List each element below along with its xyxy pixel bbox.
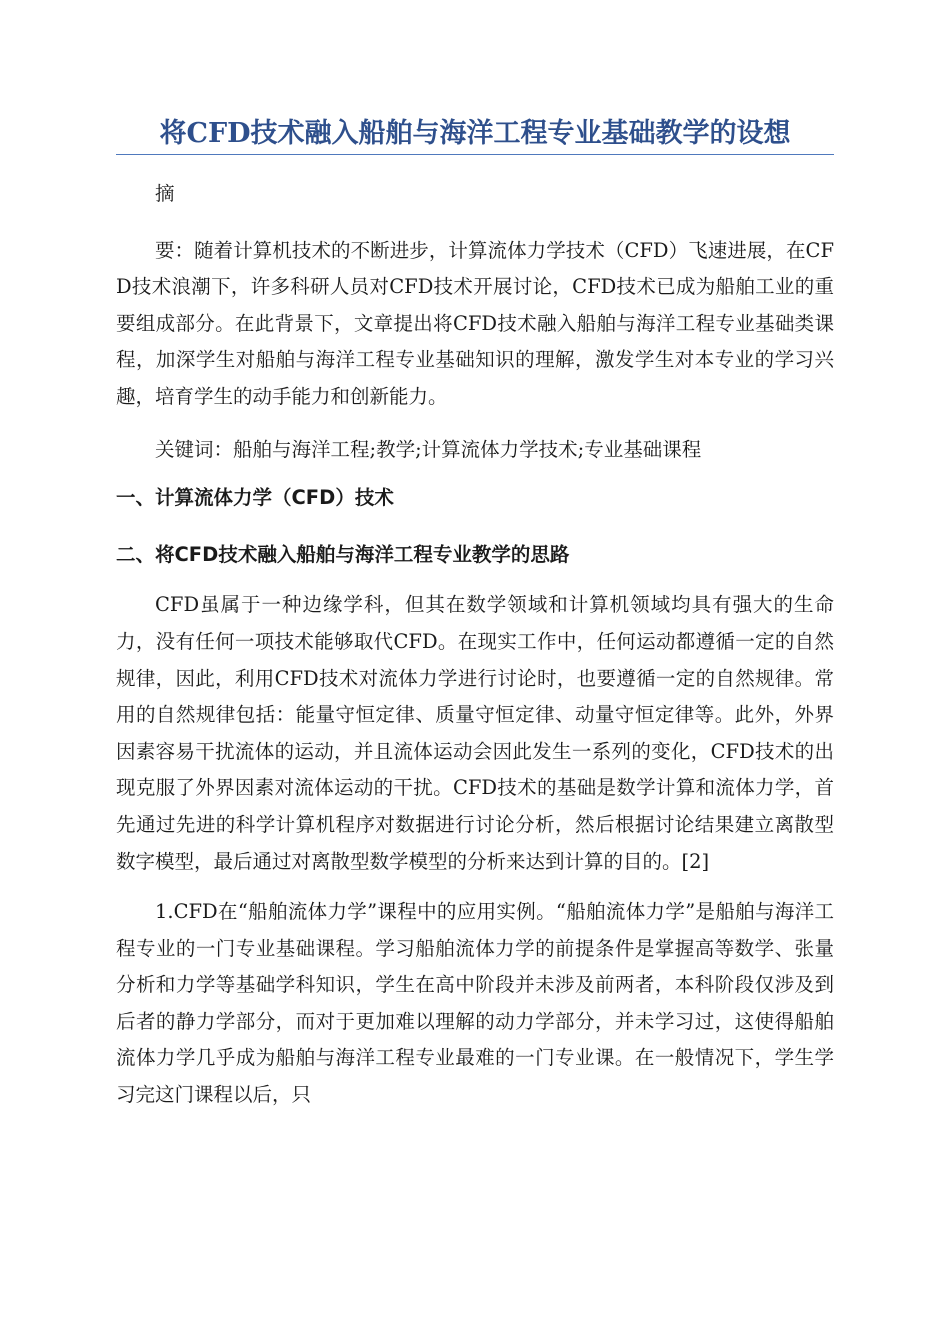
section-heading-1: 一、计算流体力学（CFD）技术	[116, 486, 394, 510]
body-paragraph-1: CFD虽属于一种边缘学科，但其在数学领域和计算机领域均具有强大的生命力，没有任何一项技术能够取代CFD。在现实工作中，任何运动都遵循一定的自然规律，因此，利用CFD技术对流体力学进行讨论时，也要遵循一定的自然规律。常用的自然规律包括：能量守恒定律、质量守恒定律、动量守恒定律等。此外，外界因素容易干扰流体的运动，并且流体运动会因此发生一系列的变化，CFD技术的出现克服了外界因素对流体运动的干扰。CFD技术的基础是数学计算和流体力学，首先通过先进的科学计算机程序对数据进行讨论分析，然后根据讨论结果建立离散型数字模型，最后通过对离散型数学模型的分析来达到计算的目的。[2]	[116, 593, 834, 873]
section-heading-2: 二、将CFD技术融入船舶与海洋工程专业教学的思路	[116, 542, 570, 566]
keywords-line: 关键词：船舶与海洋工程;教学;计算流体力学技术;专业基础课程	[155, 437, 702, 461]
document-title: 将CFD技术融入船舶与海洋工程专业基础教学的设想	[159, 118, 791, 149]
document-body	[116, 176, 834, 1114]
title-underline	[116, 154, 834, 155]
abstract-paragraph: 要：随着计算机技术的不断进步，计算流体力学技术（CFD）飞速进展，在CFD技术浪潮下，许多科研人员对CFD技术开展讨论，CFD技术已成为船舶工业的重要组成部分。在此背景下，文章提出将CFD技术融入船舶与海洋工程专业基础类课程，加深学生对船舶与海洋工程专业基础知识的理解，激发学生对本专业的学习兴趣，培育学生的动手能力和创新能力。	[116, 238, 834, 408]
abstract-heading: 摘	[155, 182, 175, 205]
body-paragraph-2: 1.CFD在“船舶流体力学”课程中的应用实例。“船舶流体力学”是船舶与海洋工程专业的一门专业基础课程。学习船舶流体力学的前提条件是掌握高等数学、张量分析和力学等基础学科知识，学生在高中阶段并未涉及前两者，本科阶段仅涉及到后者的静力学部分，而对于更加难以理解的动力学部分，并未学习过，这使得船舶流体力学几乎成为船舶与海洋工程专业最难的一门专业课。在一般情况下，学生学习完这门课程以后，只	[116, 900, 834, 1107]
